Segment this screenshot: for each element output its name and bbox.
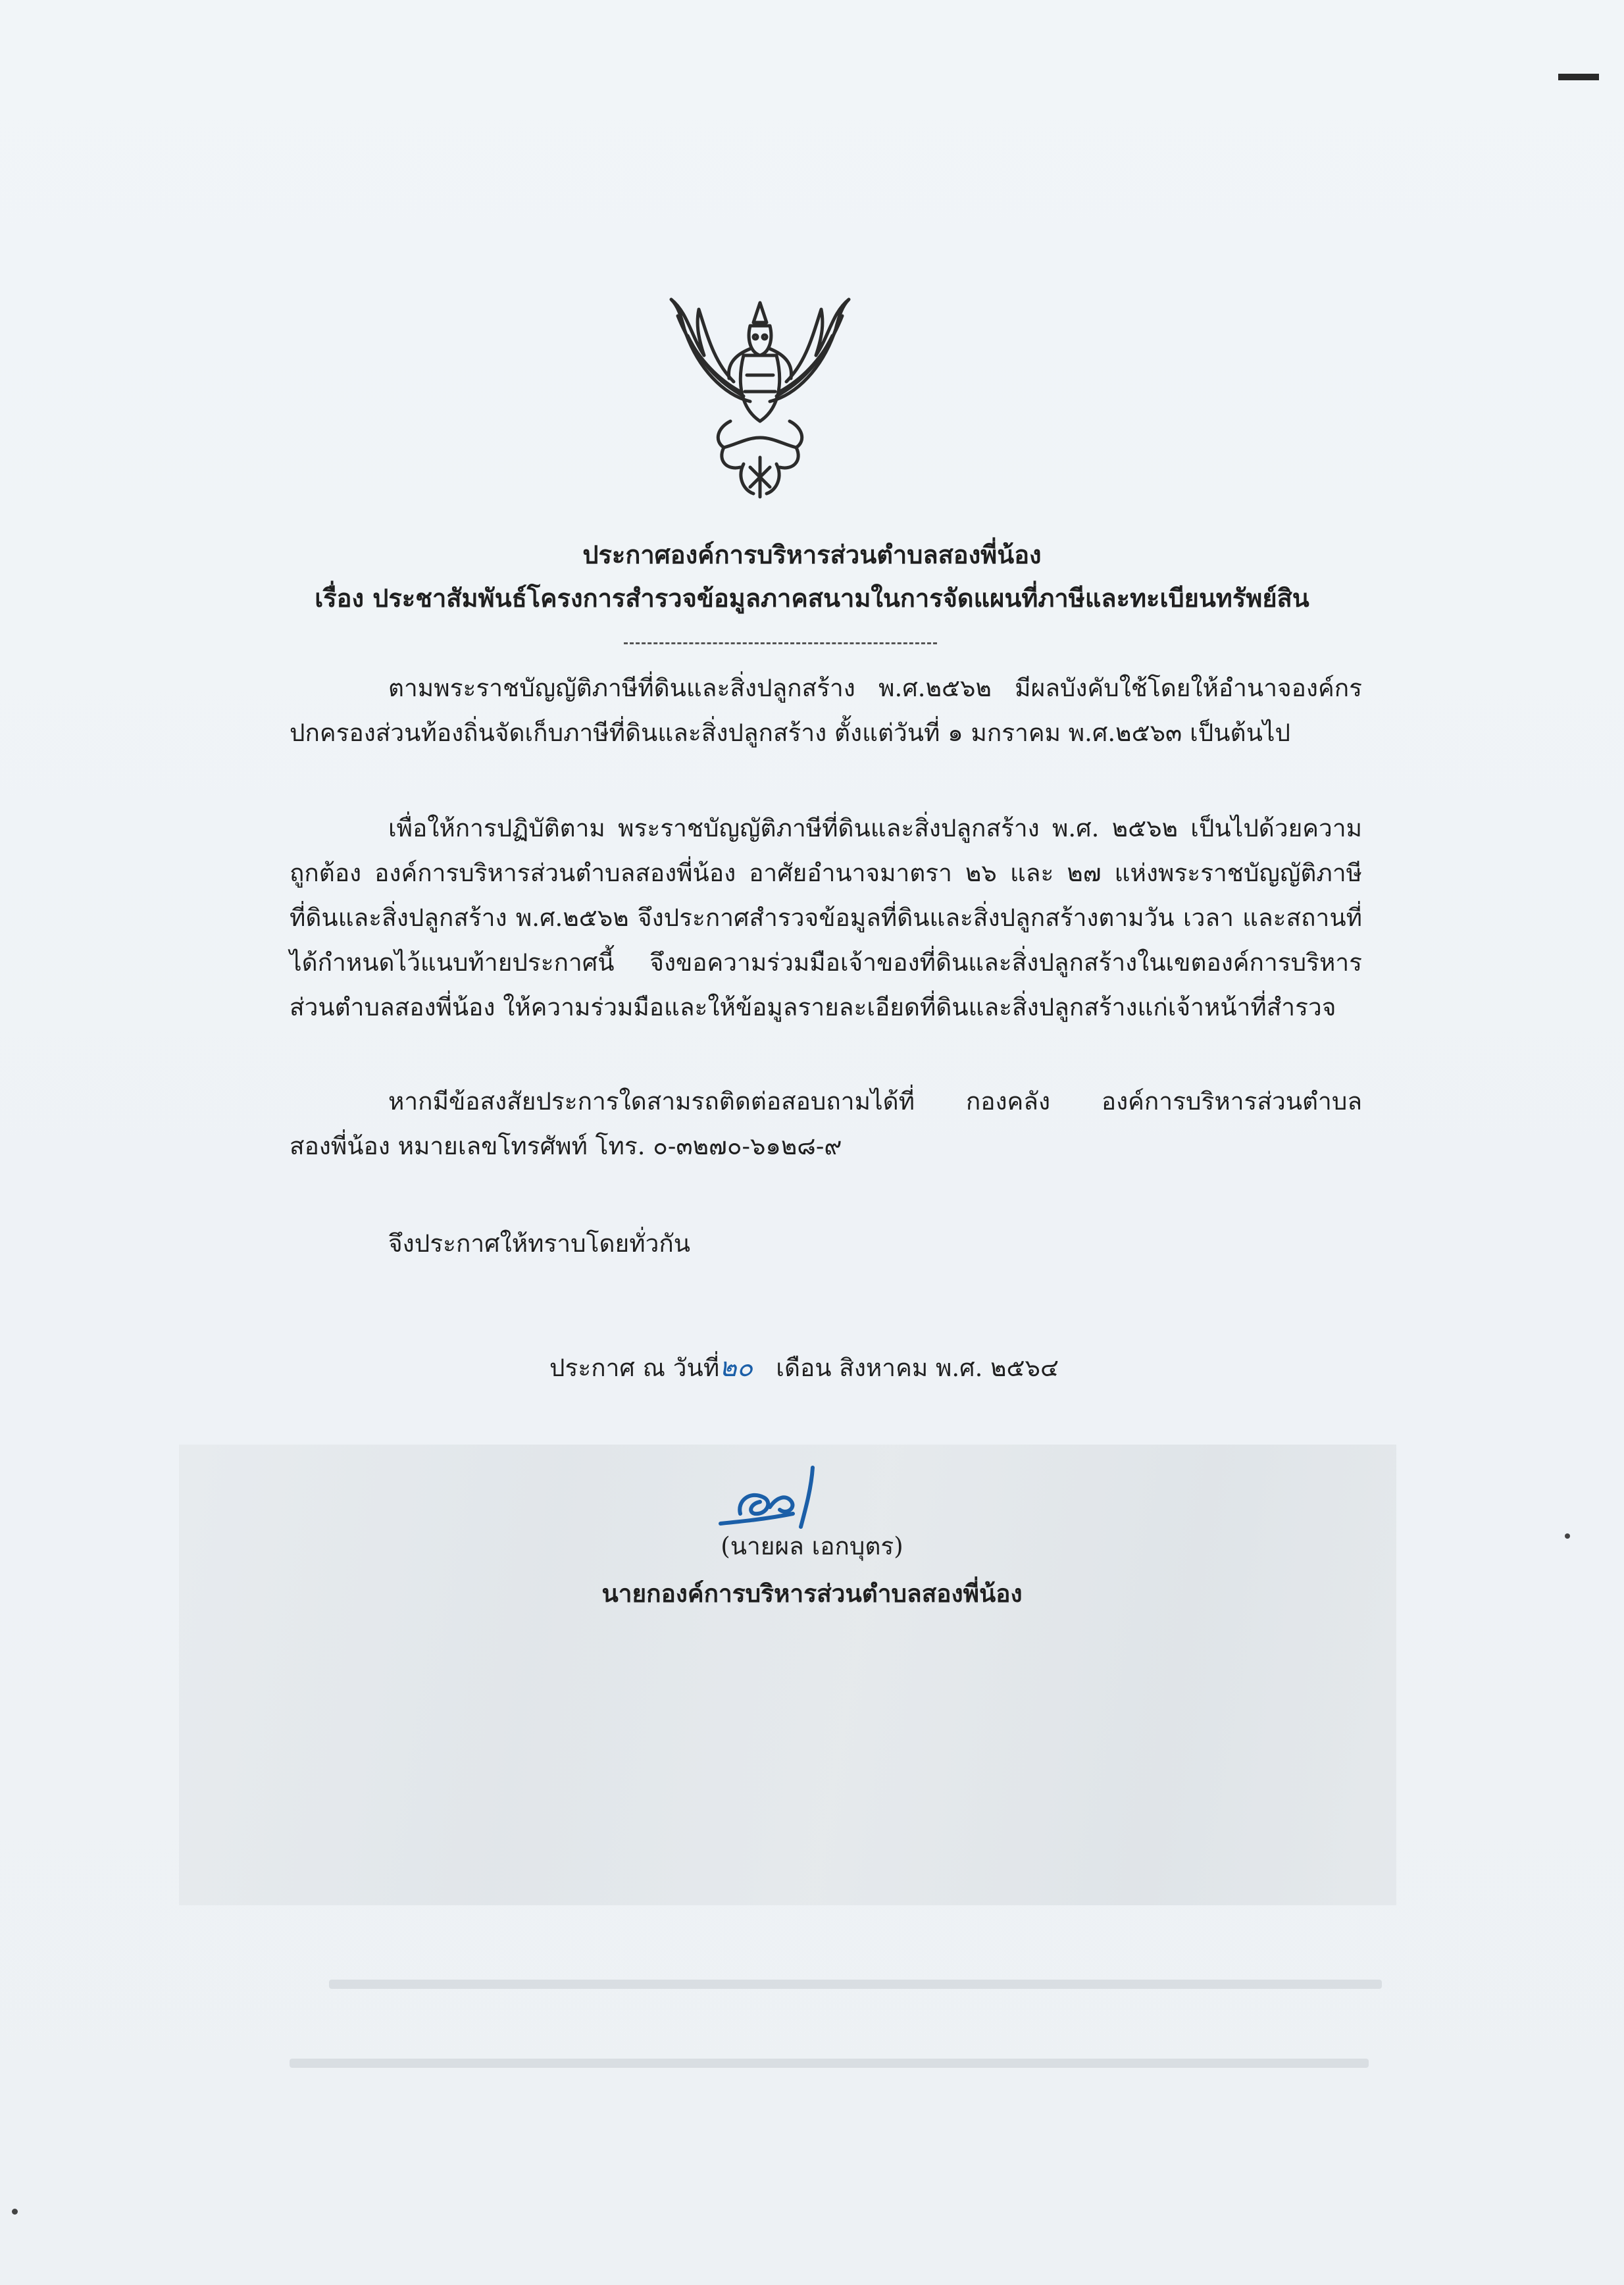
signer-name: (นายผล เอกบุตร) <box>721 1532 903 1560</box>
announcement-date <box>549 1346 1059 1388</box>
body-paragraph-1 <box>290 666 1362 756</box>
bleed-through-line <box>329 1980 1382 1989</box>
signature-mark <box>714 1461 839 1533</box>
closing-statement: จึงประกาศให้ทราบโดยทั่วกัน <box>388 1229 691 1258</box>
paragraph-2-text: เพื่อให้การปฏิบัติตาม พระราชบัญญัติภาษีที่ดินและสิ่งปลูกสร้าง พ.ศ. ๒๕๖๒ เป็นไปด้วยความถูกต้อง องค์การบริหารส่วนตำบลสองพี่น้อง อาศัยอำนาจมาตรา ๒๖ และ ๒๗ แห่งพระราชบัญญัติภาษีที่ดินและสิ่งปลูกสร้าง พ.ศ.๒๕๖๒ จึงประกาศสำรวจข้อมูลที่ดินและสิ่งปลูกสร้างตามวัน เวลา และสถานที่ได้กำหนดไว้แนบท้ายประกาศนี้ จึงขอความร่วมมือเจ้าของที่ดินและสิ่งปลูกสร้างในเขตองค์การบริหารส่วนตำบลสองพี่น้อง ให้ความร่วมมือและให้ข้อมูลรายละเอียดที่ดินและสิ่งปลูกสร้างแก่เจ้าหน้าที่สำรวจ <box>290 814 1362 1021</box>
body-paragraph-3 <box>290 1079 1362 1169</box>
date-day-handwritten: ๒๐ <box>719 1352 753 1383</box>
date-suffix: เดือน สิงหาคม พ.ศ. ๒๕๖๔ <box>776 1354 1059 1382</box>
body-paragraph-2 <box>290 806 1362 1030</box>
date-prefix: ประกาศ ณ วันที่ <box>549 1354 720 1382</box>
document-title: ประกาศองค์การบริหารส่วนตำบลสองพี่น้อง <box>582 540 1042 569</box>
garuda-emblem-icon <box>651 290 869 500</box>
document-subject: เรื่อง ประชาสัมพันธ์โครงการสำรวจข้อมูลภาคสนามในการจัดแผนที่ภาษีและทะเบียนทรัพย์สิน <box>315 583 1309 613</box>
bleed-through-line <box>290 2059 1369 2068</box>
paragraph-1-text: ตามพระราชบัญญัติภาษีที่ดินและสิ่งปลูกสร้าง พ.ศ.๒๕๖๒ มีผลบังคับใช้โดยให้อำนาจองค์กรปกครองส่วนท้องถิ่นจัดเก็บภาษีที่ดินและสิ่งปลูกสร้าง ตั้งแต่วันที่ ๑ มกราคม พ.ศ.๒๕๖๓ เป็นต้นไป <box>290 674 1362 747</box>
scan-speck <box>12 2209 18 2215</box>
title-divider <box>624 642 937 644</box>
signer-title: นายกองค์การบริหารส่วนตำบลสองพี่น้อง <box>601 1579 1023 1608</box>
scan-edge-mark <box>1558 74 1599 80</box>
paragraph-3-text: หากมีข้อสงสัยประการใดสามรถติดต่อสอบถามได้ที่ กองคลัง องค์การบริหารส่วนตำบลสองพี่น้อง หมายเลขโทรศัพท์ โทร. ๐-๓๒๗๐-๖๑๒๘-๙ <box>290 1087 1362 1160</box>
